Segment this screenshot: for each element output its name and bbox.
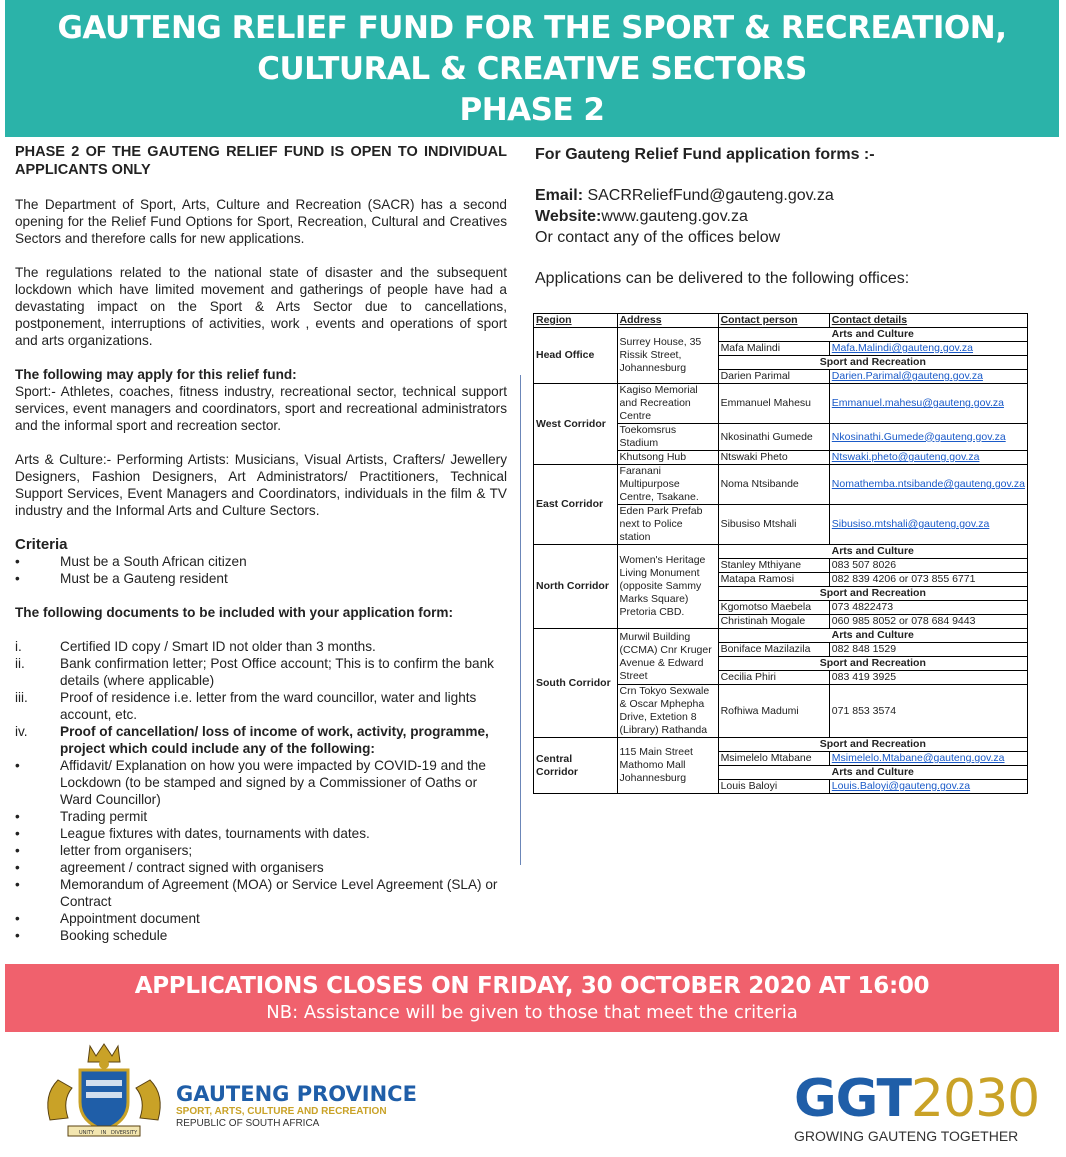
list-marker: • [15, 843, 20, 858]
phone-cell: 083 507 8026 [829, 559, 1027, 573]
table-row [534, 545, 1028, 559]
open-heading: PHASE 2 OF THE GAUTENG RELIEF FUND IS OPEN TO INDIVIDUAL APPLICANTS ONLY [15, 144, 507, 178]
person-cell: Rofhiwa Madumi [718, 685, 829, 738]
person-cell: Stanley Mthiyane [718, 559, 829, 573]
list-item-text: Proof of cancellation/ loss of income of work, activity, programme, project which could include any of the following: [60, 724, 489, 756]
address-cell: Crn Tokyo Sexwale & Oscar Mphepha Drive, Extetion 8 (Library) Rathanda [617, 685, 718, 738]
person-cell: Sibusiso Mtshali [718, 505, 829, 545]
subheader-sport: Sport and Recreation [718, 657, 1027, 671]
closing-date: APPLICATIONS CLOSES ON FRIDAY, 30 OCTOBER 2020 AT 16:00 [134, 973, 930, 999]
phone-cell: 071 853 3574 [829, 685, 1027, 738]
list-item-text: Certified ID copy / Smart ID not older than 3 months. [60, 639, 376, 654]
column-divider [520, 375, 521, 865]
list-item [15, 638, 507, 655]
region-cell: Central Corridor [534, 738, 618, 794]
person-cell: Cecilia Phiri [718, 671, 829, 685]
person-cell: Nkosinathi Gumede [718, 424, 829, 451]
list-marker: ii. [15, 656, 25, 671]
list-item [15, 689, 507, 723]
email-link[interactable]: Darien.Parimal@gauteng.gov.za [829, 370, 1027, 384]
banner-line-1: GAUTENG RELIEF FUND FOR THE SPORT & RECREATION, [57, 10, 1007, 46]
list-item-text: Booking schedule [60, 928, 168, 943]
table-row [534, 738, 1028, 752]
person-cell: Mafa Malindi [718, 342, 829, 356]
phone-cell: 083 419 3925 [829, 671, 1027, 685]
region-cell: West Corridor [534, 384, 618, 465]
sport-paragraph: Sport:- Athletes, coaches, fitness industry, recreational sector, technical support services, event managers and coordinators, sport and recreational administrators and the informal sport and recreation sector. [15, 384, 507, 433]
crest-motto-3: DIVERSITY [111, 1130, 138, 1136]
address-cell: Eden Park Prefab next to Police station [617, 505, 718, 545]
list-item: • Must be a Gauteng resident [15, 571, 228, 586]
ggt-tagline: GROWING GAUTENG TOGETHER [794, 1128, 1019, 1144]
website-value[interactable]: www.gauteng.gov.za [601, 208, 748, 225]
email-link[interactable]: Louis.Baloyi@gauteng.gov.za [829, 780, 1027, 794]
phone-cell: 073 4822473 [829, 601, 1027, 615]
closing-banner [5, 964, 1059, 1032]
address-cell: 115 Main Street Mathomo Mall Johannesburg [617, 738, 718, 794]
list-item-text: Appointment document [60, 911, 200, 926]
phone-cell: 060 985 8052 or 078 684 9443 [829, 615, 1027, 629]
subheader-sport: Sport and Recreation [718, 587, 1027, 601]
coat-of-arms-icon [38, 1040, 170, 1138]
list-item [15, 842, 507, 859]
right-column [535, 143, 1045, 289]
person-cell: Msimelelo Mtabane [718, 752, 829, 766]
address-cell: Faranani Multipurpose Centre, Tsakane. [617, 465, 718, 505]
address-cell: Toekomsrus Stadium [617, 424, 718, 451]
person-cell: Louis Baloyi [718, 780, 829, 794]
address-cell: Kagiso Memorial and Recreation Centre [617, 384, 718, 424]
ggt-wordmark: GGT2030 [794, 1069, 1040, 1129]
list-marker: • [15, 911, 20, 926]
delivery-line: Applications can be delivered to the following offices: [535, 270, 910, 287]
table-row [534, 328, 1028, 342]
email-line [535, 185, 1045, 206]
table-row [534, 384, 1028, 424]
email-value[interactable]: SACRReliefFund@gauteng.gov.za [583, 187, 834, 204]
website-label: Website: [535, 208, 602, 225]
region-cell: South Corridor [534, 629, 618, 738]
list-item: • Must be a South African citizen [15, 554, 247, 569]
header-contact-details: Contact details [829, 314, 1027, 328]
list-item-text: Bank confirmation letter; Post Office account; This is to confirm the bank details (where applicable) [60, 656, 494, 688]
list-marker: i. [15, 639, 22, 654]
list-item-text: Memorandum of Agreement (MOA) or Service Level Agreement (SLA) or Contract [60, 877, 498, 909]
email-link[interactable]: Nkosinathi.Gumede@gauteng.gov.za [829, 424, 1027, 451]
person-cell: Matapa Ramosi [718, 573, 829, 587]
subheader-arts: Arts and Culture [718, 328, 1027, 342]
list-item [15, 655, 507, 689]
email-label: Email: [535, 187, 584, 204]
list-item-text: letter from organisers; [60, 843, 193, 858]
gauteng-province-logo [176, 1082, 417, 1130]
header-address: Address [617, 314, 718, 328]
apply-title: The following may apply for this relief fund: [15, 367, 297, 382]
person-cell: Kgomotso Maebela [718, 601, 829, 615]
title-banner [5, 0, 1059, 137]
list-item [15, 723, 507, 757]
list-marker: • [15, 860, 20, 875]
banner-line-3: PHASE 2 [459, 92, 605, 128]
list-item [15, 757, 507, 808]
email-link[interactable]: Nomathemba.ntsibande@gauteng.gov.za [829, 465, 1027, 505]
offices-table [533, 313, 1028, 794]
list-item-text: Trading permit [60, 809, 148, 824]
email-link[interactable]: Sibusiso.mtshali@gauteng.gov.za [829, 505, 1027, 545]
crest-motto-1: UNITY [79, 1130, 94, 1136]
list-marker: • [15, 877, 20, 892]
assistance-note: NB: Assistance will be given to those that meet the criteria [266, 1002, 798, 1023]
region-cell: Head Office [534, 328, 618, 384]
header-contact-person: Contact person [718, 314, 829, 328]
list-item-text: agreement / contract signed with organisers [60, 860, 324, 875]
address-cell: Women's Heritage Living Monument (opposite Sammy Marks Square) Pretoria CBD. [617, 545, 718, 629]
list-item [15, 859, 507, 876]
list-item [15, 910, 507, 927]
table-row [534, 465, 1028, 505]
phone-cell: 082 848 1529 [829, 643, 1027, 657]
table-header-row [534, 314, 1028, 328]
list-marker: • [15, 826, 20, 841]
email-link[interactable]: Msimelelo.Mtabane@gauteng.gov.za [829, 752, 1027, 766]
address-cell: Khutsong Hub [617, 451, 718, 465]
person-cell: Ntswaki Pheto [718, 451, 829, 465]
email-link[interactable]: Ntswaki.pheto@gauteng.gov.za [829, 451, 1027, 465]
criteria-list [15, 553, 507, 587]
list-marker: • [15, 928, 20, 943]
forms-title: For Gauteng Relief Fund application forms :- [535, 146, 875, 163]
subheader-sport: Sport and Recreation [718, 738, 1027, 752]
list-item [15, 825, 507, 842]
email-link[interactable]: Mafa.Malindi@gauteng.gov.za [829, 342, 1027, 356]
crest-motto-2: IN [101, 1130, 107, 1136]
contact-line: Or contact any of the offices below [535, 229, 781, 246]
documents-title: The following documents to be included with your application form: [15, 605, 454, 620]
header-region: Region [534, 314, 618, 328]
banner-line-2: CULTURAL & CREATIVE SECTORS [257, 51, 807, 87]
subheader-sport: Sport and Recreation [718, 356, 1027, 370]
list-item [15, 876, 507, 910]
person-cell: Noma Ntsibande [718, 465, 829, 505]
person-cell: Boniface Mazilazila [718, 643, 829, 657]
list-marker: iii. [15, 690, 28, 705]
arts-paragraph: Arts & Culture:- Performing Artists: Musicians, Visual Artists, Crafters/ Jewellery Designers, Fashion Designers, Art Administrators/ Practitioners, Technical Support Services, Event Managers and Coordinators, individuals in the film & TV industry and the Informal Arts and Culture Sectors. [15, 452, 507, 518]
list-marker: • [15, 809, 20, 824]
criteria-title: Criteria [15, 536, 68, 553]
region-cell: East Corridor [534, 465, 618, 545]
list-item-text: Proof of residence i.e. letter from the ward councillor, water and lights account, etc. [60, 690, 477, 722]
email-link[interactable]: Emmanuel.mahesu@gauteng.gov.za [829, 384, 1027, 424]
subheader-arts: Arts and Culture [718, 766, 1027, 780]
list-item [15, 808, 507, 825]
subheader-arts: Arts and Culture [718, 545, 1027, 559]
list-marker: • [15, 758, 20, 773]
subheader-arts: Arts and Culture [718, 629, 1027, 643]
regulations-paragraph: The regulations related to the national state of disaster and the subsequent lockdown which have limited movement and gatherings of people have had a devastating impact on the Sport & Arts Sector due to cancellations, postponement, interruptions of activities, work , events and operations of sport and arts organizations. [15, 265, 507, 348]
address-cell: Surrey House, 35 Rissik Street, Johannesburg [617, 328, 718, 384]
list-item [15, 927, 507, 944]
address-cell: Murwil Building (CCMA) Cnr Kruger Avenue & Edward Street [617, 629, 718, 685]
list-item-text: Affidavit/ Explanation on how you were impacted by COVID-19 and the Lockdown (to be stamped and signed by a Commissioner of Oaths or Ward Councillor) [60, 758, 486, 807]
table-row [534, 629, 1028, 643]
person-cell: Emmanuel Mahesu [718, 384, 829, 424]
republic-name: REPUBLIC OF SOUTH AFRICA [176, 1118, 320, 1129]
region-cell: North Corridor [534, 545, 618, 629]
person-cell: Christinah Mogale [718, 615, 829, 629]
list-item-text: League fixtures with dates, tournaments with dates. [60, 826, 370, 841]
department-name: SPORT, ARTS, CULTURE AND RECREATION [176, 1106, 387, 1117]
intro-paragraph: The Department of Sport, Arts, Culture and Recreation (SACR) has a second opening for the Relief Fund Options for Sport, Recreation, Cultural and Creatives Sectors and therefore calls for new applications. [15, 197, 507, 246]
documents-list [15, 638, 507, 944]
website-line [535, 206, 1045, 227]
left-column [15, 143, 507, 944]
phone-cell: 082 839 4206 or 073 855 6771 [829, 573, 1027, 587]
list-marker: iv. [15, 724, 28, 739]
person-cell: Darien Parimal [718, 370, 829, 384]
province-name: GAUTENG PROVINCE [176, 1082, 417, 1106]
ggt2030-logo [794, 1070, 1039, 1144]
